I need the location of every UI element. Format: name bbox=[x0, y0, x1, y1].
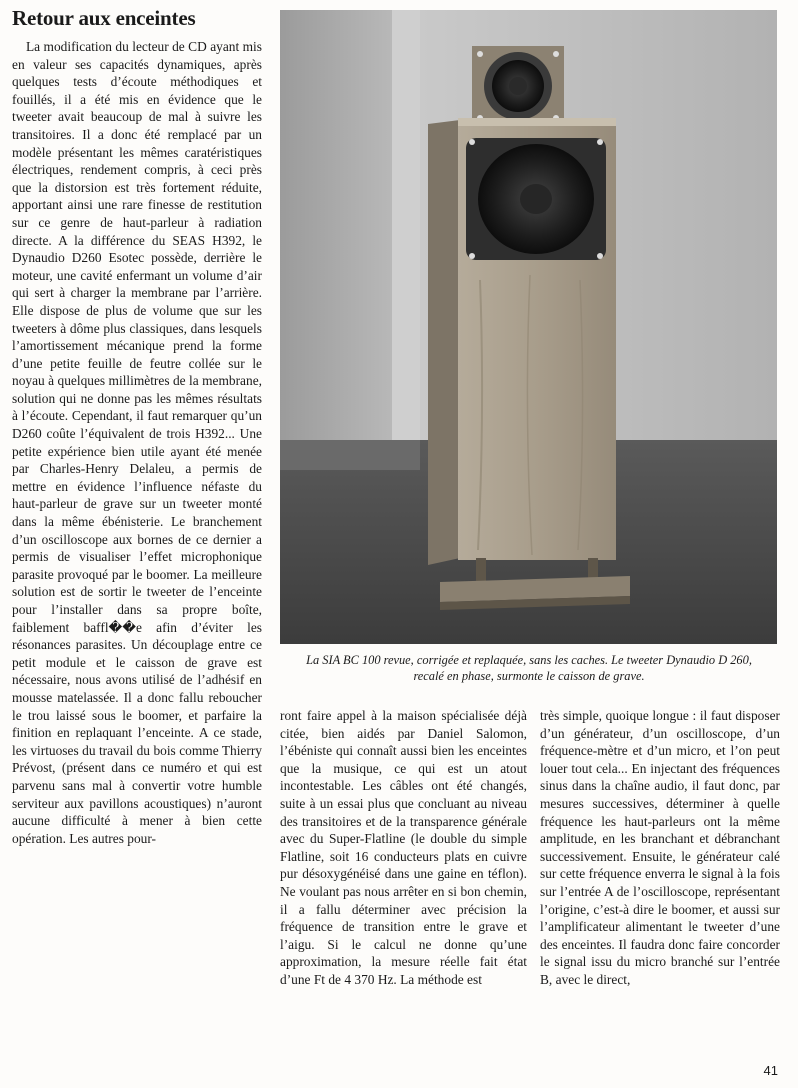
speaker-illustration bbox=[280, 10, 777, 644]
text-column-2 bbox=[280, 707, 527, 989]
photo-caption: La SIA BC 100 revue, corrigée et replaquée, sans les caches. Le tweeter Dynaudio D 260, recalé en phase, surmonte le caisson de grave. bbox=[306, 653, 752, 683]
paragraph: ront faire appel à la maison spécialisée déjà citée, bien aidés par Daniel Salomon, l’ébéniste qui connaît aussi bien les enceintes que la musique, ce qui est un atout incontestable. Les câbles ont été changés, suite à un essai plus que concluant au niveau des transitoires et de la transparence générale avec du Super-Flatline (le double du simple Flatline, soit 16 conducteurs plats en cuivre pur désoxygénéisé dans une gaine en téflon). Ne voulant pas nous arrêter en si bon chemin, il a fallu déterminer avec précision la fréquence de transition entre le grave et l’aigu. Si le calcul ne donne qu’une approximation, la mesure réelle fait état d’une Ft de 4 370 Hz. La méthode est bbox=[280, 708, 527, 987]
speaker-photo bbox=[280, 10, 777, 644]
paragraph: très simple, quoique longue : il faut disposer d’un générateur, d’un oscilloscope, d’un fréquence-mètre et d’un micro, et l’on peut louer tout cela... En injectant des fréquences sinus dans la chaîne audio, il faut donc, par mesures successives, déterminer à quelle fréquence les haut-parleurs ont la même amplitude, en les branchant et débranchant successivement. Ensuite, le générateur calé sur cette fréquence enverra le signal à la fois sur l’entrée A de l’oscilloscope, représentant l’origine, c’est-à dire le boomer, et aussi sur l’amplificateur alimentant le tweeter d’une des enceintes. Il faudra donc faire concorder le signal issu du micro branché sur l’entrée B, avec le direct, bbox=[540, 708, 780, 987]
article-title: Retour aux enceintes bbox=[12, 6, 196, 30]
page-number: 41 bbox=[763, 1063, 778, 1078]
text-column-3 bbox=[540, 707, 780, 989]
paragraph: La modification du lecteur de CD ayant mis en valeur ses capacités dynamiques, après quelques tests d’écoute méthodiques et fouillés, il a été mis en évidence que le tweeter avait beaucoup de mal à suivre les transitoires. Il a donc été remplacé par un modèle présentant les mêmes caratéristiques électriques, rendement compris, à ceci près que la distorsion est très fortement réduite, apportant ainsi une rare finesse de restitution sur ce genre de haut-parleur à radiation directe. A la différence du SEAS H392, le Dynaudio D260 Esotec possède, derrière le moteur, une cavité enfermant un volume d’air qui sert à charger la membrane par l’arrière. Elle dispose de plus de volume que sur les tweeters à dôme plus classiques, dans lesquels l’amortissement mécanique prend la forme d’une petite feuille de feutre collée sur le noyau à quelques millimètres de la membrane, solution qui ne donne pas les mêmes résultats à l’écoute. Cependant, il faut remarquer qu’un D260 coûte l’équivalent de trois H392... Une petite expérience bien utile ayant été menée par Charles-Henry Delaleu, a permis de mettre en évidence l’influence néfaste du haut-parleur de grave sur un tweeter monté dans la même ébénisterie. Le branchement d’un oscilloscope aux bornes de ce dernier a permis de visualiser l’effet microphonique parasite provoqué par le boomer. La meilleure solution est de sortir le tweeter de l’enceinte pour l’installer dans sa propre boîte, faiblement baffl��e afin d’éviter les résonances parasites. Un découplage entre ce petit module et le caisson de grave est nécessaire, nous avons utilisé de l’adhésif en mousse matelassée. Il a donc fallu reboucher le trou laissé sous le boomer, et parfaire la finition en replaquant l’enceinte. A ce stade, les virtuoses du travail du bois comme Thierry Prévost, (présent dans ce numéro et qui est parvenu sans mal à convertir votre humble serviteur aux pavillons acoustiques) n’auront aucune difficulté à mener à bien cette opération. Les autres pour- bbox=[12, 39, 262, 846]
text-column-1 bbox=[12, 38, 262, 847]
